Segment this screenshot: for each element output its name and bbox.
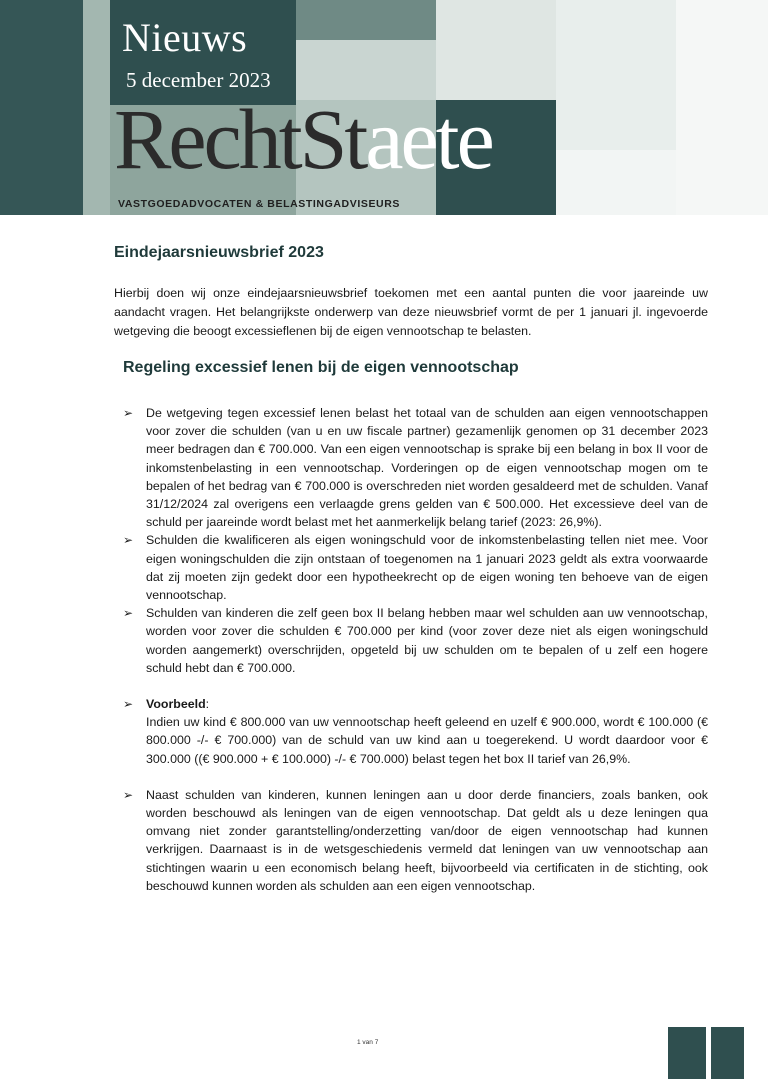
section-title: Regeling excessief lenen bij de eigen vennootschap [123,359,519,376]
intro-paragraph: Hierbij doen wij onze eindejaarsnieuwsbrief toekomen met een aantal punten die voor jaareinde uw aandacht vragen. Het belangrijkste onderwerp van deze nieuwsbrief vormt de per 1 januari jl. ingevoerde wetgeving die beoogt excessieflenen bij de eigen vennootschap te belasten. [114,286,708,338]
banner-block [556,150,676,215]
banner-block [296,0,436,40]
list-item [114,404,708,531]
arrow-bullet-icon: ➢ [123,533,134,548]
arrow-bullet-icon: ➢ [123,406,134,420]
newsletter-title: Eindejaarsnieuwsbrief 2023 [114,244,324,261]
list-item-text: De wetgeving tegen excessief lenen belast het totaal van de schulden aan eigen vennootschappen voor zover die schulden (van u en uw fiscale partner) gezamenlijk genomen op 31 december 2023 meer bedragen dan € 700.000. Van een eigen vennootschap is sprake bij een belang in box II voor de inkomstenbelasting in een vennootschap. Vorderingen op de eigen vennootschap mogen om te bepalen of het bedrag van € 700.000 is overschreden niet worden gesaldeerd met de schulden. Vanaf 31/12/2024 zal overigens een verlaagde grens gelden van € 500.000. Het excessieve deel van de schuld per jaareinde wordt belast met het aanmerkelijk belang tarief (2023: 26,9%). [146,406,708,530]
example-label: Voorbeeld [146,697,206,712]
banner-block [676,0,768,215]
masthead-title: Nieuws [122,15,248,60]
company-tagline: VASTGOEDADVOCATEN & BELASTINGADVISEURS [118,198,401,210]
masthead-date: 5 december 2023 [126,68,271,92]
masthead-banner [0,0,768,215]
list-item [114,786,708,895]
banner-block [436,0,556,100]
logo-text-light: aete [365,91,492,187]
logo-text-dark: RechtSt [114,91,366,187]
corner-decoration [668,1027,706,1079]
corner-decoration [711,1027,744,1079]
article-body [114,244,708,895]
example-text: Indien uw kind € 800.000 van uw vennootschap heeft geleend en uzelf € 900.000, wordt € 100.000 (€ 800.000 -/- € 700.000) van de schuld van uw kind aan u toegerekend. U wordt daardoor voor € 300.000 ((€ 900.000 + € 100.000) -/- € 700.000) belast tegen het box II tarief van 26,9%. [146,715,708,766]
bullet-list [114,404,708,895]
example-colon: : [205,697,210,712]
list-item-text: Schulden die kwalificeren als eigen woningschuld voor de inkomstenbelasting tellen niet mee. Voor eigen woningschulden die zijn ontstaan of toegenomen na 1 januari 2023 geldt als extra voorwaarde dat zij moeten zijn gedekt door een hypotheekrecht op de eigen woning ten behoeve van de eigen vennootschap. [146,533,708,603]
page-number: 1 van 7 [357,1039,379,1046]
banner-block [556,0,676,150]
arrow-bullet-icon: ➢ [123,787,134,802]
banner-block [83,0,110,215]
company-logo [114,91,492,187]
arrow-bullet-icon: ➢ [123,606,134,621]
list-item [114,531,708,604]
arrow-bullet-icon: ➢ [123,697,134,712]
banner-block [0,0,83,215]
example-item [114,695,708,768]
list-item [114,604,708,677]
list-item-text: Naast schulden van kinderen, kunnen leningen aan u door derde financiers, zoals banken, ook worden beschouwd als leningen van de eigen vennootschap. Dat geldt als u deze leningen qua omvang niet zonder garantstelling/onderzetting van/door de eigen vennootschap had kunnen verkrijgen. Daarnaast is in de wetsgeschiedenis vermeld dat leningen van uw vennootschap aan stichtingen waarin u een economisch belang heeft, bijvoorbeeld via certificaten in de stichting, ook beschouwd kunnen worden als schulden aan een eigen vennootschap. [146,787,708,893]
list-item-text: Schulden van kinderen die zelf geen box II belang hebben maar wel schulden aan uw vennootschap, worden voor zover die schulden € 700.000 per kind (voor zover deze niet als eigen woningschuld worden aangemerkt) overschrijden, opgeteld bij uw schulden om te bepalen of u zelf een hogere schuld hebt dan € 700.000. [146,606,708,675]
